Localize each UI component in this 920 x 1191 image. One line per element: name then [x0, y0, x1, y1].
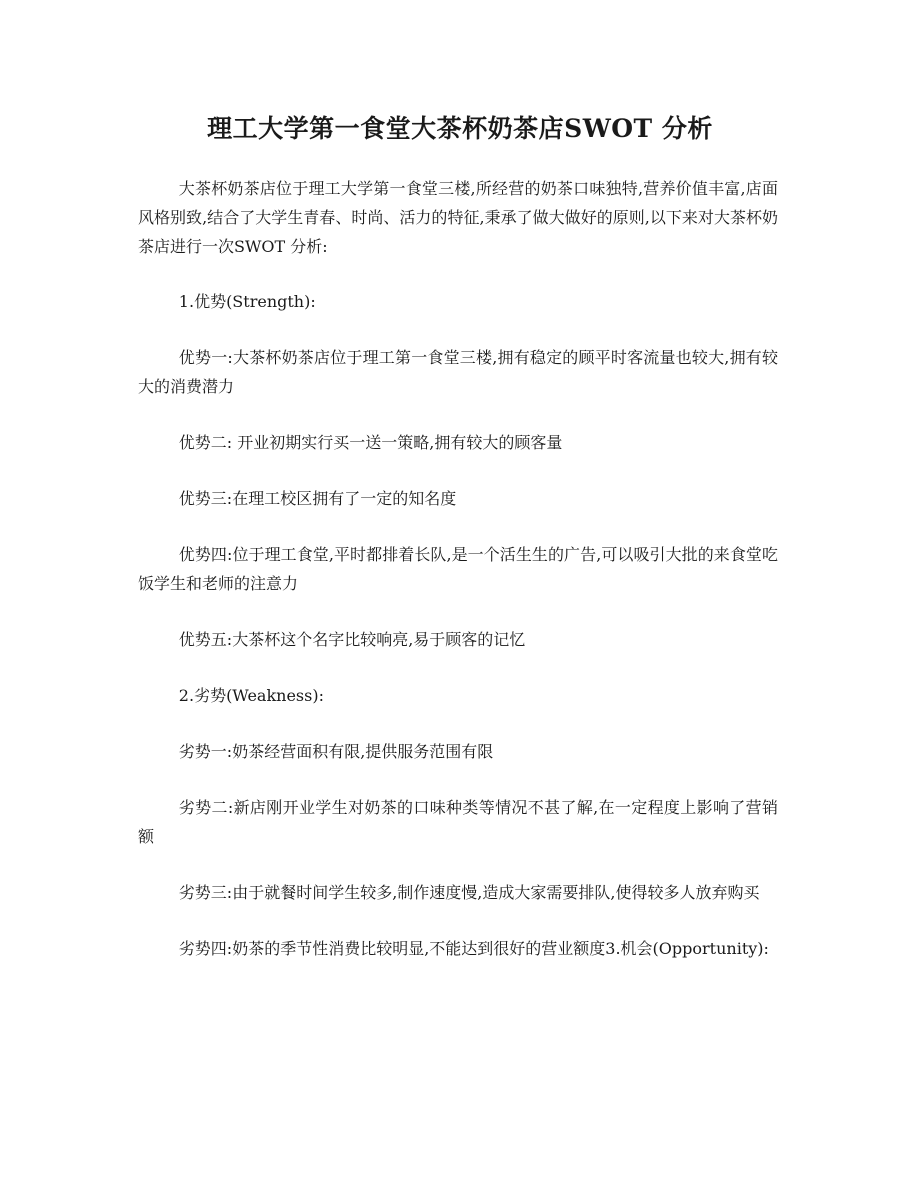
strength-item-2: 优势二: 开业初期实行买一送一策略,拥有较大的顾客量 — [178, 433, 563, 452]
document-body — [138, 174, 778, 990]
strength-item-5: 优势五:大茶杯这个名字比较响亮,易于顾客的记忆 — [178, 630, 526, 649]
strength-item-1: 优势一:大茶杯奶茶店位于理工第一食堂三楼,拥有稳定的顾平时客流量也较大,拥有较大的消费潜力 — [138, 348, 778, 396]
weakness-item-3: 劣势三:由于就餐时间学生较多,制作速度慢,造成大家需要排队,使得较多人放弃购买 — [178, 883, 760, 902]
intro-paragraph: 大茶杯奶茶店位于理工大学第一食堂三楼,所经营的奶茶口味独特,营养价值丰富,店面风格别致,结合了大学生青春、时尚、活力的特征,秉承了做大做好的原则,以下来对大茶杯奶茶店进行一次SWOT 分析: — [138, 179, 778, 256]
weakness-heading: 2.劣势(Weakness): — [178, 686, 324, 705]
weakness-item-2: 劣势二:新店刚开业学生对奶茶的口味种类等情况不甚了解,在一定程度上影响了营销额 — [138, 798, 778, 846]
document-title: 理工大学第一食堂大茶杯奶茶店SWOT 分析 — [207, 114, 713, 143]
strength-item-4: 优势四:位于理工食堂,平时都排着长队,是一个活生生的广告,可以吸引大批的来食堂吃饭学生和老师的注意力 — [138, 545, 778, 593]
strength-heading: 1.优势(Strength): — [178, 292, 316, 311]
weakness-item-1: 劣势一:奶茶经营面积有限,提供服务范围有限 — [178, 742, 494, 761]
strength-item-3: 优势三:在理工校区拥有了一定的知名度 — [178, 489, 457, 508]
weakness-item-4: 劣势四:奶茶的季节性消费比较明显,不能达到很好的营业额度3.机会(Opportunity): — [178, 939, 769, 958]
